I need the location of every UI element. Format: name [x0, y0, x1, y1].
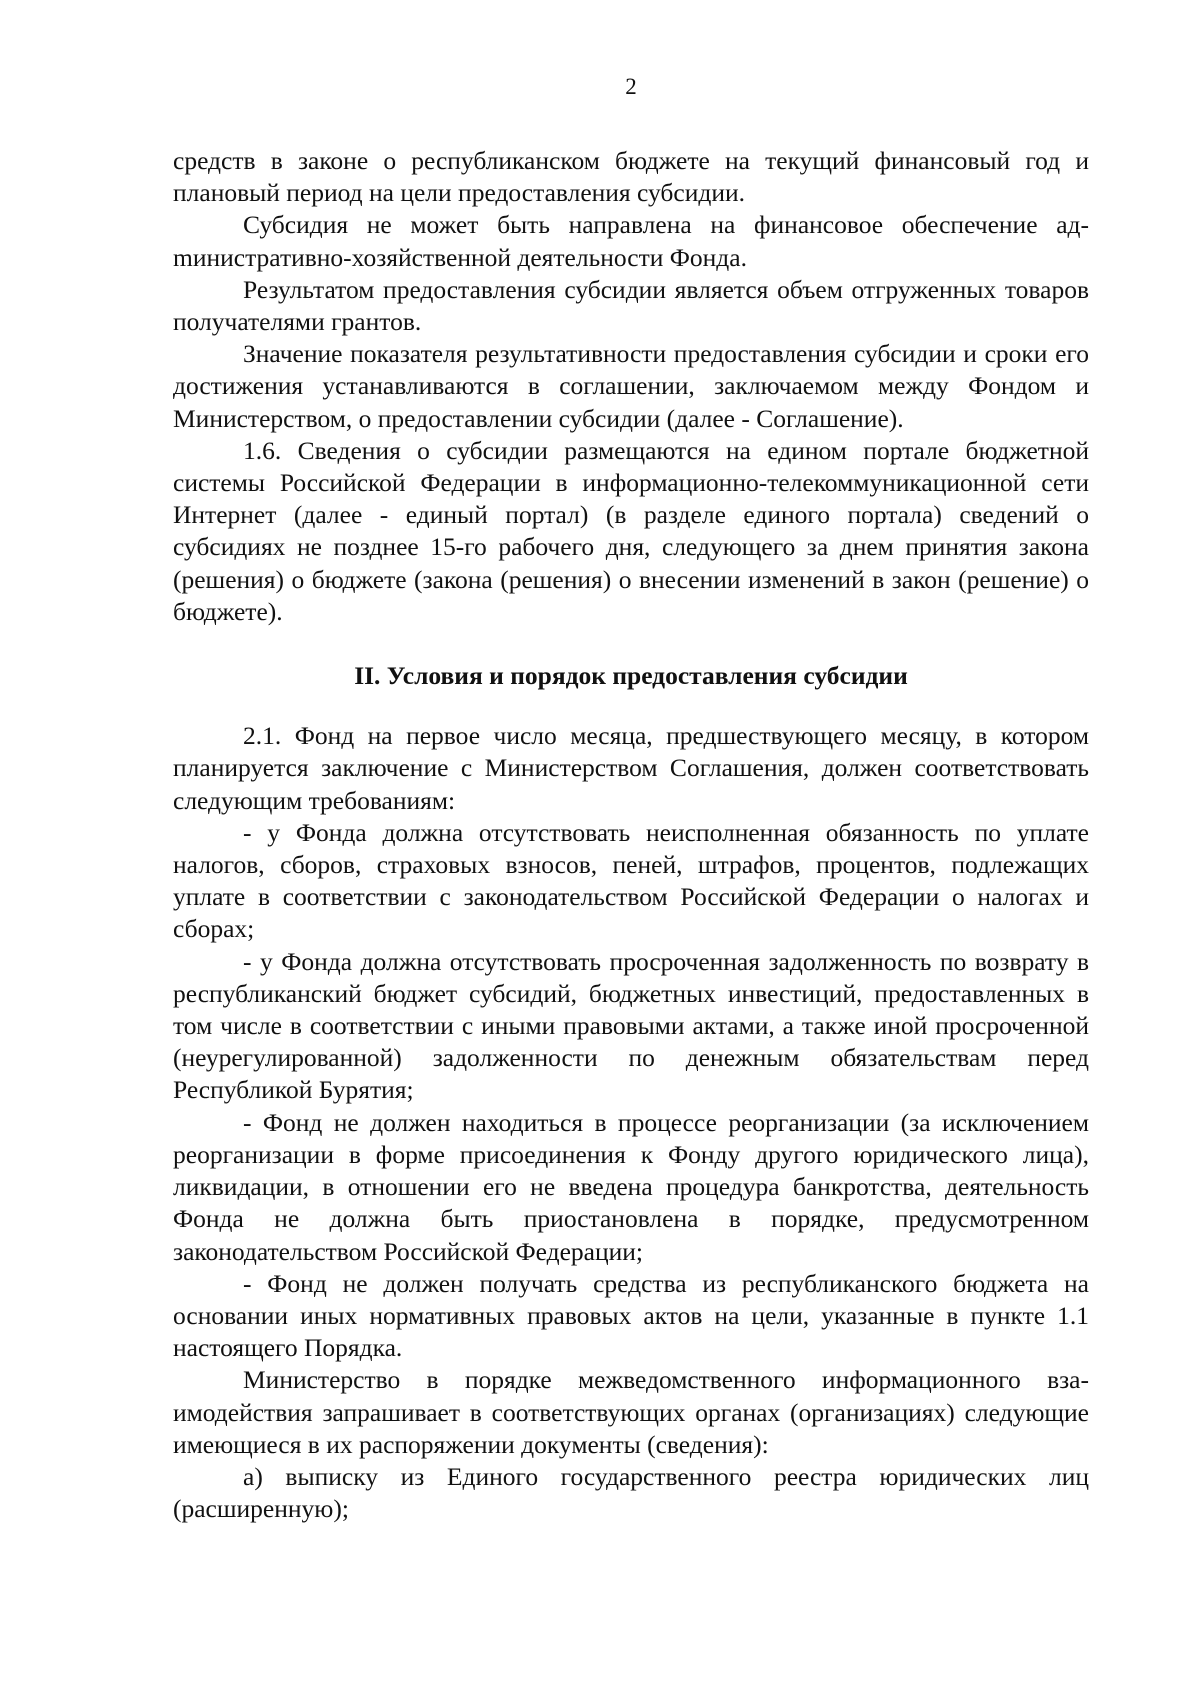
paragraph-1-6: 1.6. Сведения о субсидии размещаются на едином портале бюджетной системы Российской Федерации в информационно-телекоммуникационной сети Интернет (далее - единый портал) (в разделе единого портала) сведений о субсидиях не позднее 15-го рабочего дня, следующего за днем принятия закона (решения) о бюджете (закона (решения) о внесении изменений в закон (решение) о бюджете).: [173, 435, 1089, 626]
paragraph-subsidy-restriction: Субсидия не может быть направлена на финансовое обеспечение адmинистративно-хозяйственной деятельности Фонда.: [173, 210, 1089, 272]
document-page: [173, 0, 1089, 1698]
page-number: 2: [625, 74, 637, 99]
paragraph-funds-continuation: средств в законе о республиканском бюджете на текущий финансовый год и плановый период на цели предоставления субсидии.: [173, 146, 1089, 208]
paragraph-subsidy-result: Результатом предоставления субсидии является объем отгруженных товаров получателями грантов.: [173, 274, 1089, 337]
paragraph-interagency-request: Министерство в порядке межведомственного информационного взаимодействия запрашивает в соответствующих органах (организациях) следующие имеющиеся в их распоряжении документы (сведения):: [173, 1365, 1089, 1459]
requirement-no-other-funds: - Фонд не должен получать средства из республиканского бюджета на основании иных нормативных правовых актов на цели, указанные в пункте 1.1 настоящего Порядка.: [173, 1268, 1089, 1363]
item-a-registry-extract: а) выписку из Единого государственного реестра юридических лиц (расширенную);: [173, 1461, 1089, 1524]
document-body: [173, 145, 1089, 1525]
section-heading: II. Условия и порядок предоставления субсидии: [354, 661, 908, 691]
paragraph-2-1: 2.1. Фонд на первое число месяца, предшествующего месяцу, в котором планируется заключение с Министерством Соглашения, должен соответствовать следующим требованиям:: [173, 721, 1089, 815]
requirement-no-tax-debt: - у Фонда должна отсутствовать неисполненная обязанность по уплате налогов, сборов, страховых взносов, пеней, штрафов, процентов, подлежащих уплате в соответствии с законодательством Российской Федерации о налогах и сборах;: [173, 817, 1089, 944]
requirement-no-overdue-debt: - у Фонда должна отсутствовать просроченная задолженность по возврату в республиканский бюджет субсидий, бюджетных инвестиций, предоставленных в том числе в соответствии с иными правовыми актами, а также иной просроченной (неурегулированной) задолженности по денежным обязательствам перед Республикой Бурятия;: [173, 946, 1089, 1105]
paragraph-performance-indicator: Значение показателя результативности предоставления субсидии и сроки его достижения устанавливаются в соглашении, заключаемом между Фондом и Министерством, о предоставлении субсидии (далее - Соглашение).: [173, 339, 1089, 433]
requirement-no-reorganization: - Фонд не должен находиться в процессе реорганизации (за исключением реорганизации в форме присоединения к Фонду другого юридического лица), ликвидации, в отношении его не введена процедура банкротства, деятельность Фонда не должна быть приостановлена в порядке, предусмотренном законодательством Российской Федерации;: [173, 1107, 1089, 1266]
